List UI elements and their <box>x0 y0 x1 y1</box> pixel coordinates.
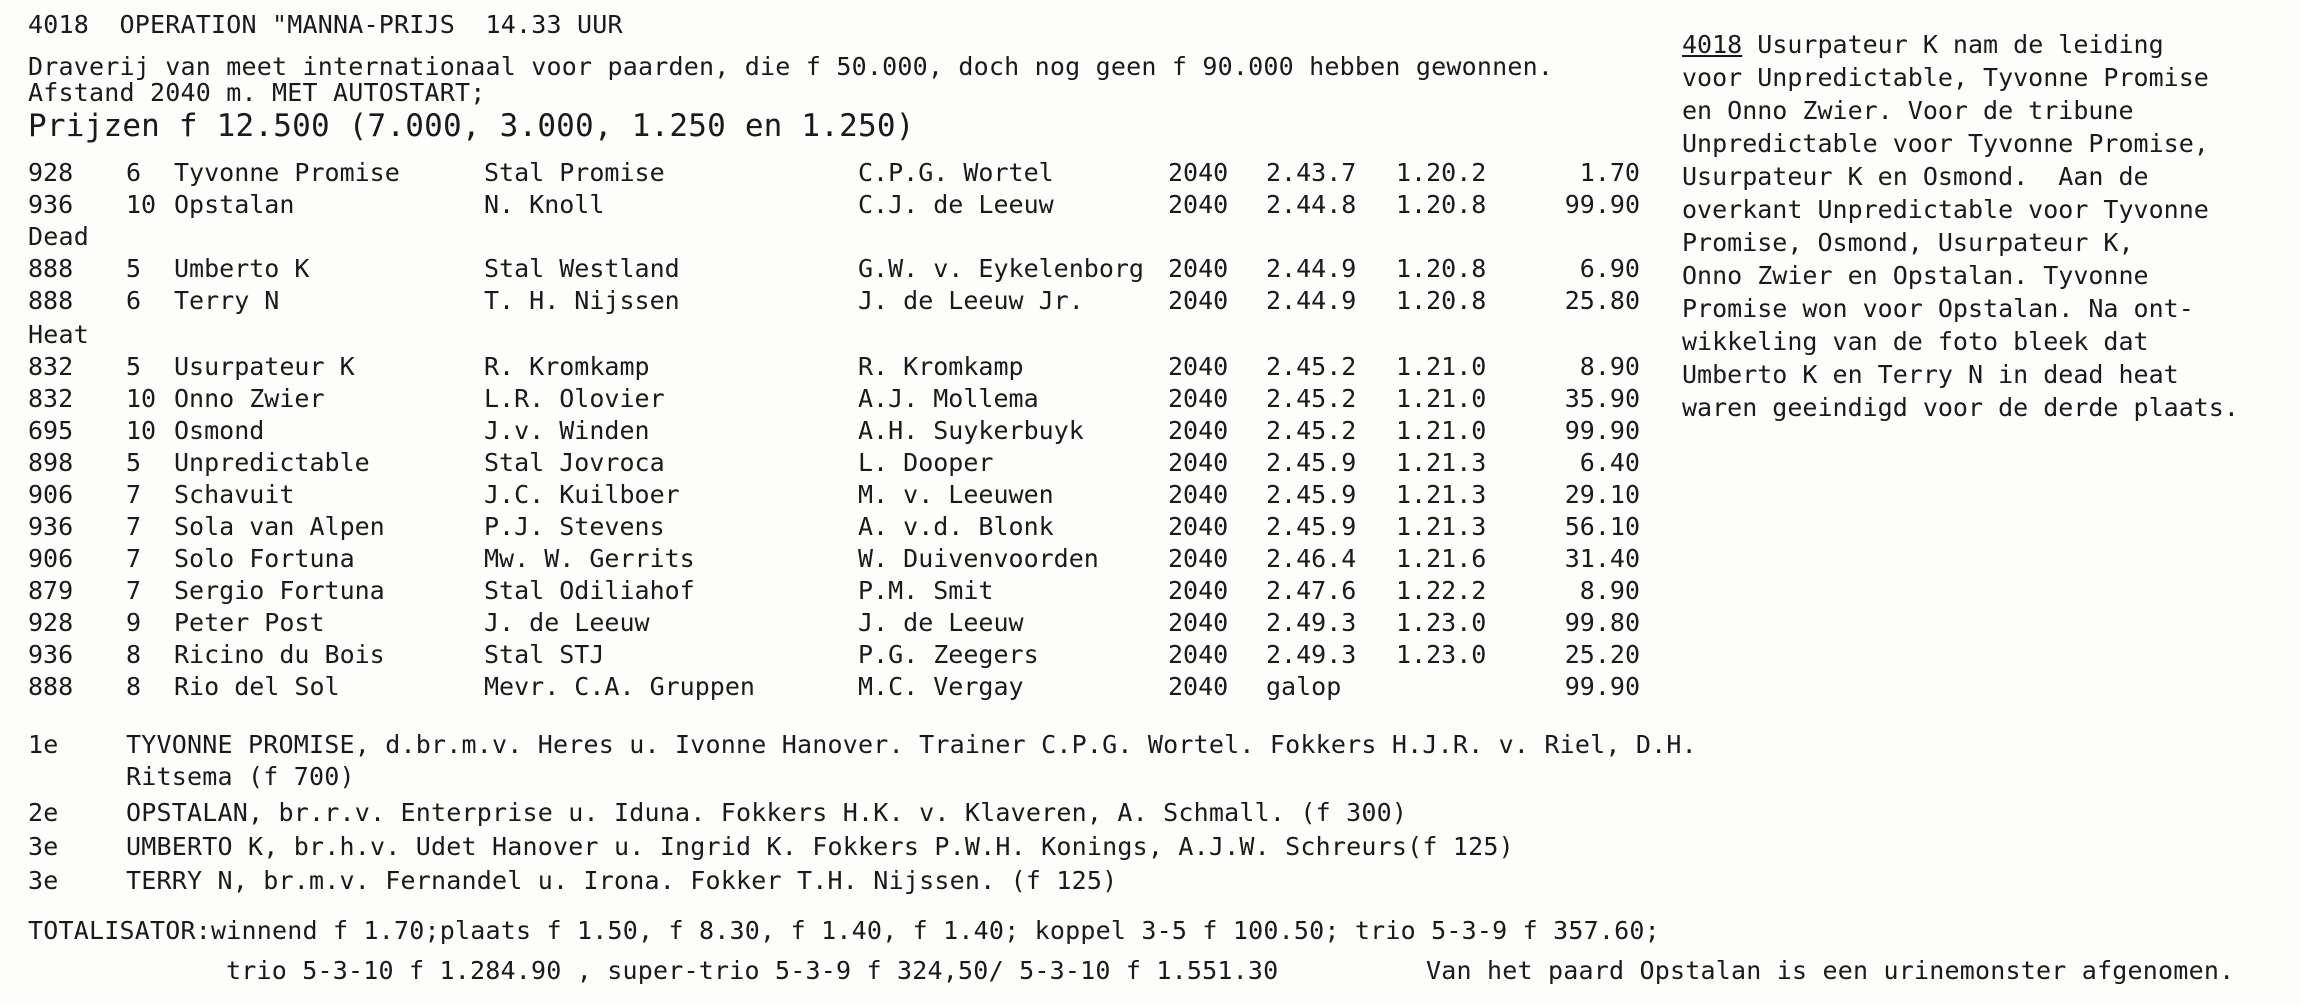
commentary-line: overkant Unpredictable voor Tyvonne <box>1682 195 2209 224</box>
cell-post: 6 <box>126 286 142 315</box>
race-distance: Afstand 2040 m. MET AUTOSTART; <box>28 78 486 107</box>
cell-km: 1.21.0 <box>1396 416 1487 445</box>
cell-horse: Sergio Fortuna <box>174 576 385 605</box>
cell-odds: 31.40 <box>1564 544 1640 573</box>
placing-description: OPSTALAN, br.r.v. Enterprise u. Iduna. Fokkers H.K. v. Klaveren, A. Schmall. (f 300) <box>126 798 1408 827</box>
placing-position: 3e <box>28 832 59 861</box>
cell-km: 1.21.0 <box>1396 352 1487 381</box>
commentary-line: Promise, Osmond, Usurpateur K, <box>1682 228 2134 257</box>
cell-owner: Stal Odiliahof <box>484 576 695 605</box>
cell-horse: Rio del Sol <box>174 672 340 701</box>
cell-time: 2.49.3 <box>1266 608 1357 637</box>
cell-post: 10 <box>126 384 157 413</box>
cell-km: 1.21.0 <box>1396 384 1487 413</box>
cell-num: 906 <box>28 544 74 573</box>
cell-owner: Stal Jovroca <box>484 448 665 477</box>
cell-num: 936 <box>28 512 74 541</box>
cell-driver: M.C. Vergay <box>858 672 1024 701</box>
cell-post: 7 <box>126 576 142 605</box>
cell-km: 1.22.2 <box>1396 576 1487 605</box>
cell-dist: 2040 <box>1168 448 1229 477</box>
cell-dist: 2040 <box>1168 384 1229 413</box>
cell-km: 1.21.6 <box>1396 544 1487 573</box>
race-title: 4018 OPERATION "MANNA-PRIJS 14.33 UUR <box>28 10 623 39</box>
cell-post: 5 <box>126 254 142 283</box>
placing-description-cont: Ritsema (f 700) <box>126 762 355 791</box>
cell-driver: A.J. Mollema <box>858 384 1039 413</box>
cell-post: 5 <box>126 352 142 381</box>
cell-owner: Mevr. C.A. Gruppen <box>484 672 755 701</box>
cell-owner: Mw. W. Gerrits <box>484 544 695 573</box>
cell-dist: 2040 <box>1168 672 1229 701</box>
commentary-line: waren geeindigd voor de derde plaats. <box>1682 393 2239 422</box>
cell-horse: Tyvonne Promise <box>174 158 400 187</box>
cell-driver: G.W. v. Eykelenborg <box>858 254 1144 283</box>
cell-driver: P.M. Smit <box>858 576 994 605</box>
cell-odds: 25.20 <box>1564 640 1640 669</box>
cell-odds: 8.90 <box>1579 576 1640 605</box>
cell-horse: Sola van Alpen <box>174 512 385 541</box>
cell-time: 2.47.6 <box>1266 576 1357 605</box>
cell-owner: R. Kromkamp <box>484 352 650 381</box>
cell-dist: 2040 <box>1168 254 1229 283</box>
cell-driver: R. Kromkamp <box>858 352 1024 381</box>
cell-horse: Schavuit <box>174 480 295 509</box>
cell-time: 2.45.9 <box>1266 448 1357 477</box>
cell-num: 936 <box>28 640 74 669</box>
cell-owner: P.J. Stevens <box>484 512 665 541</box>
cell-km: 1.21.3 <box>1396 512 1487 541</box>
cell-horse: Osmond <box>174 416 265 445</box>
cell-num: 928 <box>28 608 74 637</box>
cell-odds: 35.90 <box>1564 384 1640 413</box>
cell-driver: P.G. Zeegers <box>858 640 1039 669</box>
cell-dist: 2040 <box>1168 608 1229 637</box>
cell-num: 888 <box>28 254 74 283</box>
cell-odds: 6.40 <box>1579 448 1640 477</box>
cell-time: 2.45.9 <box>1266 512 1357 541</box>
commentary-line: Umberto K en Terry N in dead heat <box>1682 360 2179 389</box>
cell-post: 7 <box>126 512 142 541</box>
cell-horse: Ricino du Bois <box>174 640 385 669</box>
cell-dist: 2040 <box>1168 416 1229 445</box>
cell-dist: 2040 <box>1168 158 1229 187</box>
cell-dist: 2040 <box>1168 480 1229 509</box>
cell-horse: Unpredictable <box>174 448 370 477</box>
cell-dist: 2040 <box>1168 576 1229 605</box>
cell-time: 2.44.8 <box>1266 190 1357 219</box>
cell-driver: J. de Leeuw <box>858 608 1024 637</box>
totalisator-line-1: TOTALISATOR:winnend f 1.70;plaats f 1.50, f 8.30, f 1.40, f 1.40; koppel 3-5 f 100.50; trio 5-3-9 f 357.60; <box>28 916 1660 945</box>
cell-km: 1.21.3 <box>1396 480 1487 509</box>
cell-post: 7 <box>126 544 142 573</box>
cell-km: 1.23.0 <box>1396 608 1487 637</box>
cell-odds: 99.80 <box>1564 608 1640 637</box>
cell-driver: W. Duivenvoorden <box>858 544 1099 573</box>
cell-dist: 2040 <box>1168 544 1229 573</box>
cell-num: 832 <box>28 384 74 413</box>
cell-post: 7 <box>126 480 142 509</box>
cell-odds: 99.90 <box>1564 672 1640 701</box>
placing-position: 2e <box>28 798 59 827</box>
cell-horse: Terry N <box>174 286 280 315</box>
cell-time: 2.46.4 <box>1266 544 1357 573</box>
cell-post: 8 <box>126 672 142 701</box>
cell-num: 832 <box>28 352 74 381</box>
cell-dist: 2040 <box>1168 190 1229 219</box>
cell-horse: Onno Zwier <box>174 384 325 413</box>
commentary-line <box>1682 28 2292 61</box>
cell-horse: Solo Fortuna <box>174 544 355 573</box>
cell-time: 2.45.2 <box>1266 384 1357 413</box>
cell-num: 936 <box>28 190 74 219</box>
cell-km: 1.21.3 <box>1396 448 1487 477</box>
cell-owner: Stal Westland <box>484 254 680 283</box>
cell-post: 10 <box>126 416 157 445</box>
cell-time: galop <box>1266 672 1342 701</box>
cell-num: 906 <box>28 480 74 509</box>
cell-horse: Usurpateur K <box>174 352 355 381</box>
cell-odds: 6.90 <box>1579 254 1640 283</box>
cell-num: 898 <box>28 448 74 477</box>
cell-dist: 2040 <box>1168 352 1229 381</box>
cell-driver: A. v.d. Blonk <box>858 512 1054 541</box>
cell-num: 928 <box>28 158 74 187</box>
cell-driver: C.J. de Leeuw <box>858 190 1054 219</box>
race-commentary <box>1682 28 2292 424</box>
cell-horse: Opstalan <box>174 190 295 219</box>
cell-time: 2.49.3 <box>1266 640 1357 669</box>
cell-odds: 8.90 <box>1579 352 1640 381</box>
cell-owner: J.C. Kuilboer <box>484 480 680 509</box>
cell-time: 2.45.2 <box>1266 416 1357 445</box>
cell-time: 2.45.2 <box>1266 352 1357 381</box>
placing-description: UMBERTO K, br.h.v. Udet Hanover u. Ingrid K. Fokkers P.W.H. Konings, A.J.W. Schreurs(f 125) <box>126 832 1514 861</box>
cell-horse: Umberto K <box>174 254 310 283</box>
cell-driver: M. v. Leeuwen <box>858 480 1054 509</box>
cell-owner: N. Knoll <box>484 190 605 219</box>
cell-driver: L. Dooper <box>858 448 994 477</box>
cell-time: 2.45.9 <box>1266 480 1357 509</box>
cell-owner: T. H. Nijssen <box>484 286 680 315</box>
commentary-line: en Onno Zwier. Voor de tribune <box>1682 96 2134 125</box>
cell-time: 2.43.7 <box>1266 158 1357 187</box>
cell-owner: Stal Promise <box>484 158 665 187</box>
cell-dist: 2040 <box>1168 640 1229 669</box>
cell-odds: 1.70 <box>1579 158 1640 187</box>
cell-post: 6 <box>126 158 142 187</box>
cell-time: 2.44.9 <box>1266 286 1357 315</box>
cell-km: 1.20.8 <box>1396 286 1487 315</box>
placing-description: TYVONNE PROMISE, d.br.m.v. Heres u. Ivonne Hanover. Trainer C.P.G. Wortel. Fokkers H.J.R. v. Riel, D.H. <box>126 730 1697 759</box>
dead-heat-label: Heat <box>28 320 90 349</box>
commentary-line: wikkeling van de foto bleek dat <box>1682 327 2149 356</box>
commentary-line: Promise won voor Opstalan. Na ont- <box>1682 294 2194 323</box>
cell-km: 1.20.2 <box>1396 158 1487 187</box>
dead-heat-label: Dead <box>28 222 90 251</box>
cell-odds: 56.10 <box>1564 512 1640 541</box>
totalisator-line-2: trio 5-3-10 f 1.284.90 , super-trio 5-3-9 f 324,50/ 5-3-10 f 1.551.30 <box>226 956 1279 985</box>
cell-time: 2.44.9 <box>1266 254 1357 283</box>
cell-owner: Stal STJ <box>484 640 605 669</box>
cell-dist: 2040 <box>1168 286 1229 315</box>
commentary-race-number: 4018 <box>1682 30 1743 59</box>
cell-num: 888 <box>28 672 74 701</box>
placing-description: TERRY N, br.m.v. Fernandel u. Irona. Fokker T.H. Nijssen. (f 125) <box>126 866 1118 895</box>
cell-odds: 99.90 <box>1564 190 1640 219</box>
cell-post: 10 <box>126 190 157 219</box>
cell-owner: J. de Leeuw <box>484 608 650 637</box>
cell-owner: L.R. Olovier <box>484 384 665 413</box>
cell-odds: 29.10 <box>1564 480 1640 509</box>
commentary-line: Onno Zwier en Opstalan. Tyvonne <box>1682 261 2149 290</box>
placing-position: 1e <box>28 730 59 759</box>
urine-sample-note: Van het paard Opstalan is een urinemonster afgenomen. <box>1426 956 2235 985</box>
cell-driver: A.H. Suykerbuyk <box>858 416 1084 445</box>
cell-post: 9 <box>126 608 142 637</box>
placing-position: 3e <box>28 866 59 895</box>
commentary-line: Unpredictable voor Tyvonne Promise, <box>1682 129 2209 158</box>
race-prizes: Prijzen f 12.500 (7.000, 3.000, 1.250 en 1.250) <box>28 108 915 144</box>
cell-owner: J.v. Winden <box>484 416 650 445</box>
cell-odds: 25.80 <box>1564 286 1640 315</box>
cell-km: 1.20.8 <box>1396 190 1487 219</box>
cell-post: 5 <box>126 448 142 477</box>
commentary-text: Usurpateur K nam de leiding <box>1742 30 2164 59</box>
cell-driver: J. de Leeuw Jr. <box>858 286 1084 315</box>
cell-post: 8 <box>126 640 142 669</box>
cell-km: 1.23.0 <box>1396 640 1487 669</box>
cell-num: 879 <box>28 576 74 605</box>
cell-odds: 99.90 <box>1564 416 1640 445</box>
cell-num: 695 <box>28 416 74 445</box>
cell-driver: C.P.G. Wortel <box>858 158 1054 187</box>
commentary-line: Usurpateur K en Osmond. Aan de <box>1682 162 2149 191</box>
cell-km: 1.20.8 <box>1396 254 1487 283</box>
race-conditions: Draverij van meet internationaal voor paarden, die f 50.000, doch nog geen f 90.000 hebben gewonnen. <box>28 52 1554 81</box>
commentary-line: voor Unpredictable, Tyvonne Promise <box>1682 63 2209 92</box>
cell-dist: 2040 <box>1168 512 1229 541</box>
cell-num: 888 <box>28 286 74 315</box>
cell-horse: Peter Post <box>174 608 325 637</box>
